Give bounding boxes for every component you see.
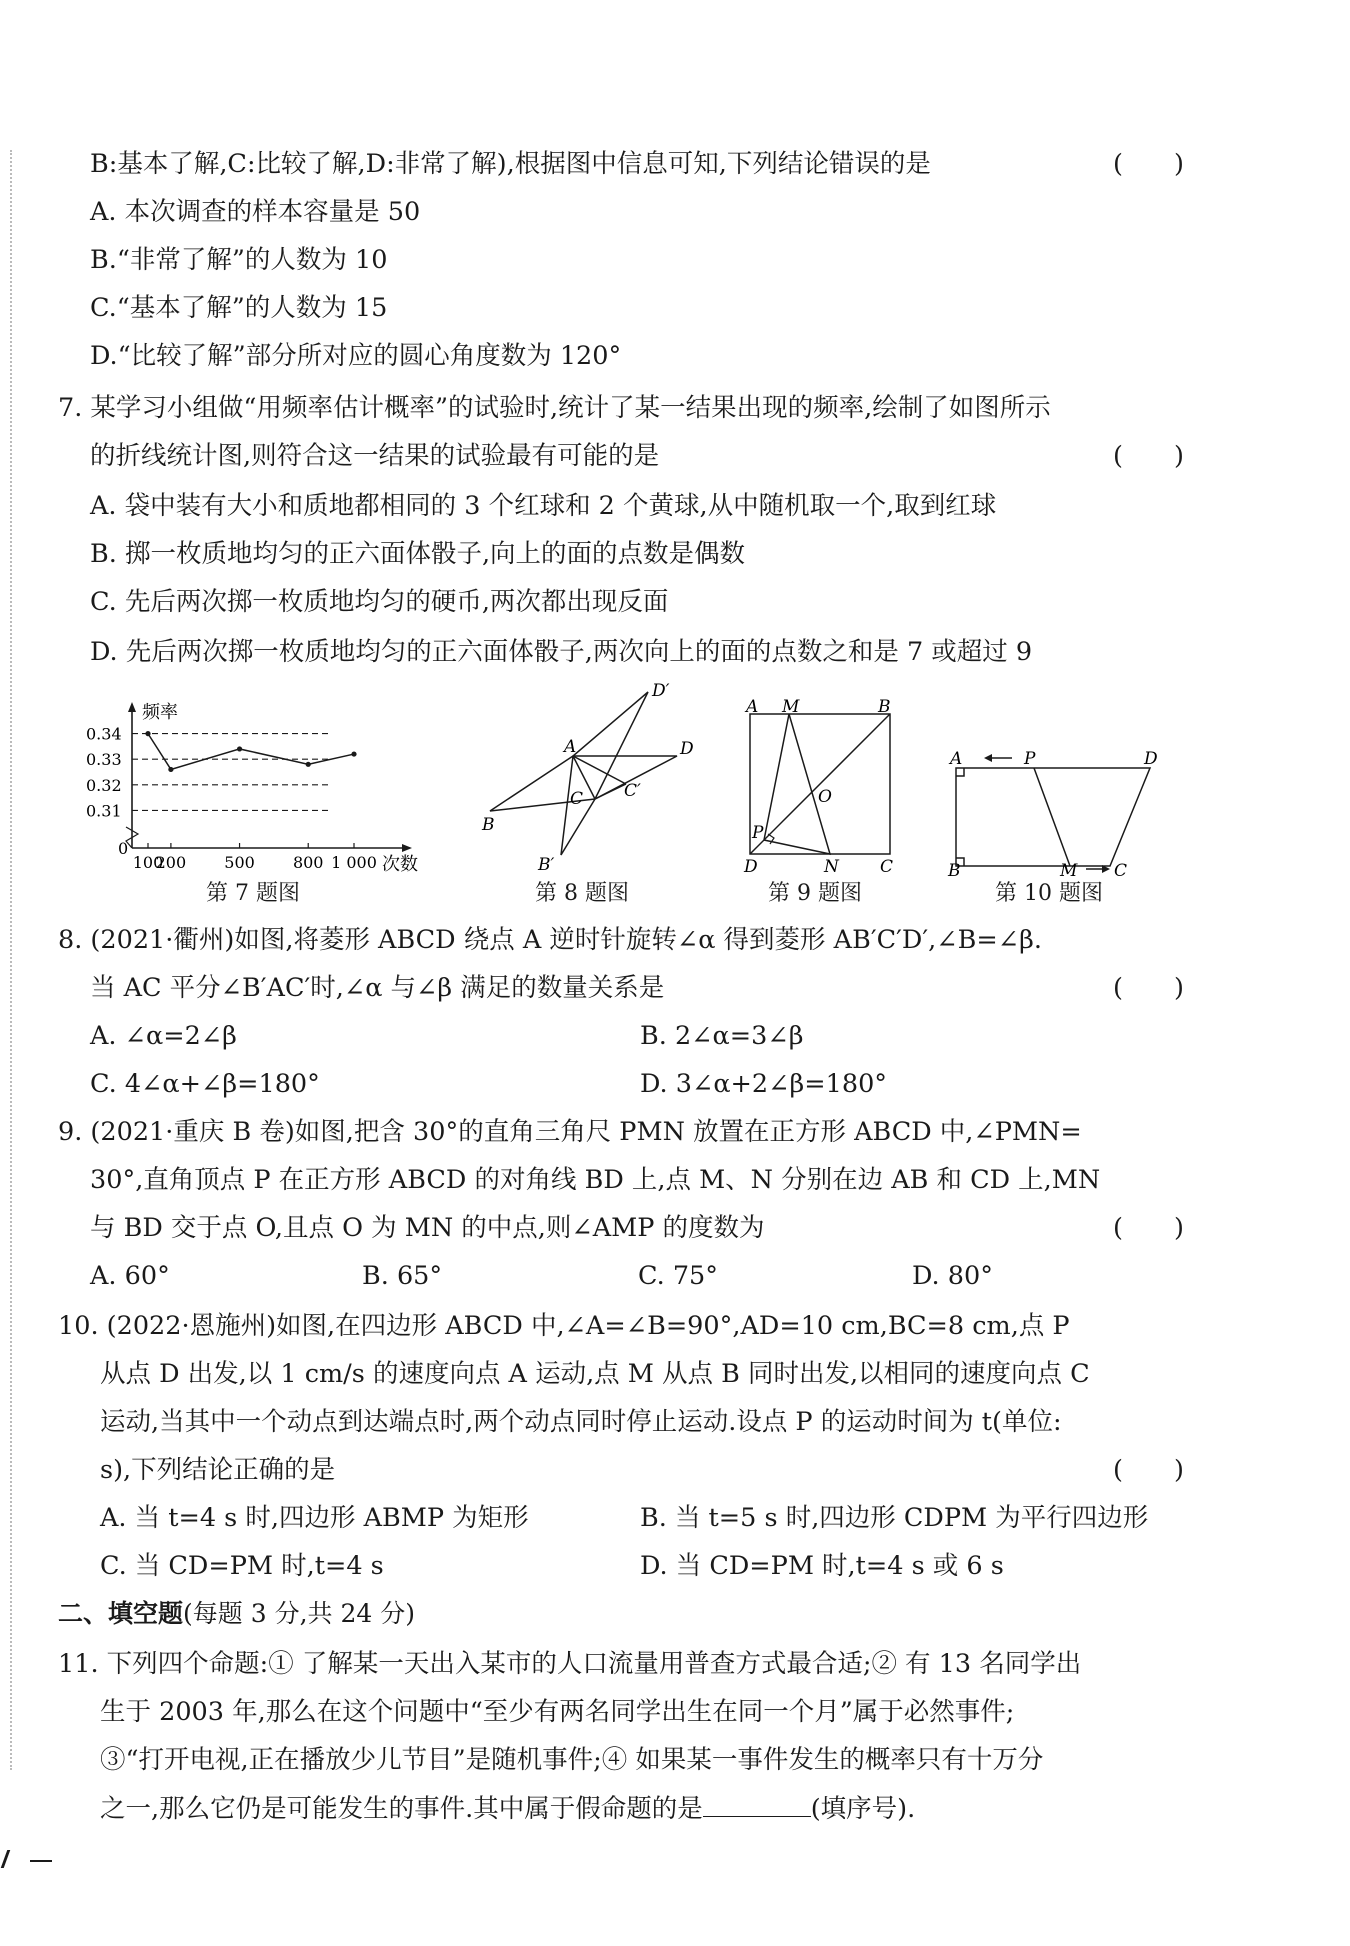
- section2-heading: [58, 1598, 415, 1630]
- fig10-caption: 第 10 题图: [995, 881, 1103, 906]
- fig7-y-arrow-icon: [128, 702, 136, 712]
- q11-stem-line3: ③“打开电视,正在播放少儿节目”是随机事件;④ 如果某一事件发生的概率只有十万分: [100, 1745, 1044, 1775]
- q11-stem-line1: 11. 下列四个命题:① 了解某一天出入某市的人口流量用普查方式最合适;② 有 13 名同学出: [58, 1649, 1082, 1679]
- fig7-y-tick-label: 0.33: [86, 750, 122, 770]
- fig7-axes: [126, 702, 412, 852]
- fig9-label-a: A: [746, 697, 759, 717]
- fig7-y-tick-label: 0.34: [86, 724, 122, 744]
- q9-stem-line3: 与 BD 交于点 O,且点 O 为 MN 的中点,则∠AMP 的度数为: [90, 1213, 765, 1243]
- fig9-label-d: D: [744, 857, 758, 877]
- fig9-label-p: P: [752, 823, 764, 843]
- fig9-label-c: C: [880, 857, 894, 877]
- q9-stem-line1: 9. (2021·重庆 B 卷)如图,把含 30°的直角三角尺 PMN 放置在正方形 ABCD 中,∠PMN=: [58, 1117, 1082, 1147]
- fig7-data-point: [145, 731, 150, 736]
- fig7-origin-label: 0: [118, 839, 129, 858]
- fig7-y-tick-label: 0.31: [86, 801, 122, 821]
- q7-option-d: D. 先后两次掷一枚质地均匀的正六面体骰子,两次向上的面的点数之和是 7 或超过 9: [90, 637, 1033, 667]
- q10-option-b: B. 当 t=5 s 时,四边形 CDPM 为平行四边形: [640, 1503, 1149, 1533]
- fig10-label-p: P: [1024, 749, 1036, 769]
- fig7-data-point: [306, 762, 311, 767]
- fig7-x-tick-label: 1 000: [331, 853, 377, 872]
- fig7-x-tick-label: 500: [224, 853, 255, 872]
- fig7-y-tick-label: 0.32: [86, 775, 122, 795]
- fig9-label-n: N: [824, 857, 839, 877]
- fig10-segment-pm: [1034, 768, 1070, 866]
- q6-answer-paren: ( ): [1113, 149, 1184, 179]
- fig7-x-tick-label: 100: [132, 853, 164, 872]
- fig10-label-c: C: [1114, 861, 1128, 881]
- fig7-data-point: [351, 751, 356, 756]
- q9-answer-paren: ( ): [1113, 1213, 1184, 1243]
- fig8-label-dprime: D′: [652, 681, 670, 701]
- q11-stem-line4-tail: (填序号).: [810, 1794, 916, 1824]
- fig10-label-b: B: [948, 861, 961, 881]
- fig7-caption: 第 7 题图: [206, 881, 300, 906]
- q10-option-c: C. 当 CD=PM 时,t=4 s: [100, 1551, 384, 1581]
- q8-option-b: B. 2∠α=3∠β: [640, 1021, 804, 1051]
- q8-option-d: D. 3∠α+2∠β=180°: [640, 1069, 888, 1099]
- q7-option-b: B. 掷一枚质地均匀的正六面体骰子,向上的面的点数是偶数: [90, 539, 746, 569]
- fig8-label-c: C: [570, 789, 584, 809]
- q7-stem-line2: 的折线统计图,则符合这一结果的试验最有可能的是: [90, 441, 660, 471]
- fig10-arrow-p-icon: [984, 754, 1012, 762]
- q11-stem-line4: [100, 1792, 915, 1825]
- fig9-caption: 第 9 题图: [768, 881, 862, 906]
- q9-option-b: B. 65°: [362, 1261, 443, 1291]
- fig10-right-angle-a: [956, 768, 964, 776]
- fig8-label-bprime: B′: [538, 855, 555, 875]
- q9-option-a: A. 60°: [90, 1261, 170, 1291]
- q11-stem-line4-text: 之一,那么它仍是可能发生的事件.其中属于假命题的是: [100, 1794, 703, 1824]
- fig8-segment-ccp: [595, 784, 626, 799]
- q11-answer-blank[interactable]: [703, 1792, 811, 1817]
- q9-option-d: D. 80°: [912, 1261, 993, 1291]
- q10-answer-paren: ( ): [1113, 1455, 1184, 1485]
- section2-subtitle: (每题 3 分,共 24 分): [183, 1599, 415, 1628]
- q6-option-a: A. 本次调查的样本容量是 50: [90, 197, 421, 227]
- fig7-x-arrow-icon: [402, 844, 412, 852]
- fig10-trapezoid-abcd: [956, 768, 1150, 866]
- fig7-series-line: [148, 734, 354, 770]
- q10-stem-line2: 从点 D 出发,以 1 cm/s 的速度向点 A 运动,点 M 从点 B 同时出发,以相同的速度向点 C: [100, 1359, 1090, 1389]
- fig8-rhombus-rotation-diagram: [478, 681, 708, 875]
- fig9-diagonal-bd: [750, 714, 890, 854]
- fig10-label-d: D: [1144, 749, 1158, 769]
- q10-option-a: A. 当 t=4 s 时,四边形 ABMP 为矩形: [100, 1503, 529, 1533]
- fig10-label-m: M: [1060, 861, 1078, 881]
- q7-option-a: A. 袋中装有大小和质地都相同的 3 个红球和 2 个黄球,从中随机取一个,取到红球: [90, 491, 997, 521]
- fig7-frequency-line-chart: [82, 698, 432, 875]
- q6-option-c: C.“基本了解”的人数为 15: [90, 293, 388, 323]
- q8-stem-line1: 8. (2021·衢州)如图,将菱形 ABCD 绕点 A 逆时针旋转∠α 得到菱形 AB′C′D′,∠B=∠β.: [58, 925, 1042, 955]
- q8-answer-paren: ( ): [1113, 973, 1184, 1003]
- fig8-label-cprime: C′: [624, 781, 641, 801]
- fig8-label-a: A: [564, 737, 577, 757]
- fig9-label-b: B: [878, 697, 891, 717]
- q8-option-a: A. ∠α=2∠β: [90, 1021, 237, 1051]
- q6-continued-text: B:基本了解,C:比较了解,D:非常了解),根据图中信息可知,下列结论错误的是: [90, 149, 931, 179]
- q7-option-c: C. 先后两次掷一枚质地均匀的硬币,两次都出现反面: [90, 587, 669, 617]
- fig10-label-a: A: [950, 749, 963, 769]
- fig9-square-triangle-diagram: [738, 697, 908, 877]
- binding-margin-line: [10, 150, 12, 1770]
- q8-option-c: C. 4∠α+∠β=180°: [90, 1069, 320, 1099]
- q10-stem-line4: s),下列结论正确的是: [100, 1455, 336, 1485]
- q10-stem-line1: 10. (2022·恩施州)如图,在四边形 ABCD 中,∠A=∠B=90°,AD=10 cm,BC=8 cm,点 P: [58, 1311, 1070, 1341]
- fig8-label-d: D: [680, 739, 694, 759]
- q10-option-d: D. 当 CD=PM 时,t=4 s 或 6 s: [640, 1551, 1004, 1581]
- fig7-x-label: 次数: [382, 854, 418, 875]
- q7-stem-line1: 7. 某学习小组做“用频率估计概率”的试验时,统计了某一结果出现的频率,绘制了如图所示: [58, 393, 1051, 423]
- fig9-label-m: M: [782, 697, 800, 717]
- fig8-label-b: B: [482, 815, 495, 835]
- q6-option-b: B.“非常了解”的人数为 10: [90, 245, 388, 275]
- q8-stem-line2: 当 AC 平分∠B′AC′时,∠α 与∠β 满足的数量关系是: [90, 973, 665, 1003]
- fig8-rhombus-abcd: [490, 756, 677, 811]
- page-footer-tick: [1, 1850, 17, 1868]
- q9-stem-line2: 30°,直角顶点 P 在正方形 ABCD 的对角线 BD 上,点 M、N 分别在边 AB 和 CD 上,MN: [90, 1165, 1101, 1195]
- fig7-y-label: 频率: [142, 702, 178, 723]
- q6-option-d: D.“比较了解”部分所对应的圆心角度数为 120°: [90, 341, 622, 371]
- fig7-x-tick-label: 200: [155, 853, 187, 872]
- q11-stem-line2: 生于 2003 年,那么在这个问题中“至少有两名同学出生在同一个月”属于必然事件;: [100, 1697, 1015, 1727]
- fig7-data-point: [168, 767, 173, 772]
- fig9-label-o: O: [818, 787, 832, 807]
- q10-stem-line3: 运动,当其中一个动点到达端点时,两个动点同时停止运动.设点 P 的运动时间为 t(单位:: [100, 1407, 1062, 1437]
- fig10-trapezoid-diagram: [944, 748, 1158, 881]
- fig7-data-point: [237, 746, 242, 751]
- fig8-rhombus-abpcpdp: [561, 692, 648, 855]
- q7-answer-paren: ( ): [1113, 441, 1184, 471]
- fig7-x-tick-label: 800: [292, 853, 324, 872]
- fig8-caption: 第 8 题图: [535, 881, 629, 906]
- q9-option-c: C. 75°: [638, 1261, 719, 1291]
- section2-title: 二、填空题: [58, 1599, 184, 1628]
- page-footer-dash: [30, 1860, 52, 1862]
